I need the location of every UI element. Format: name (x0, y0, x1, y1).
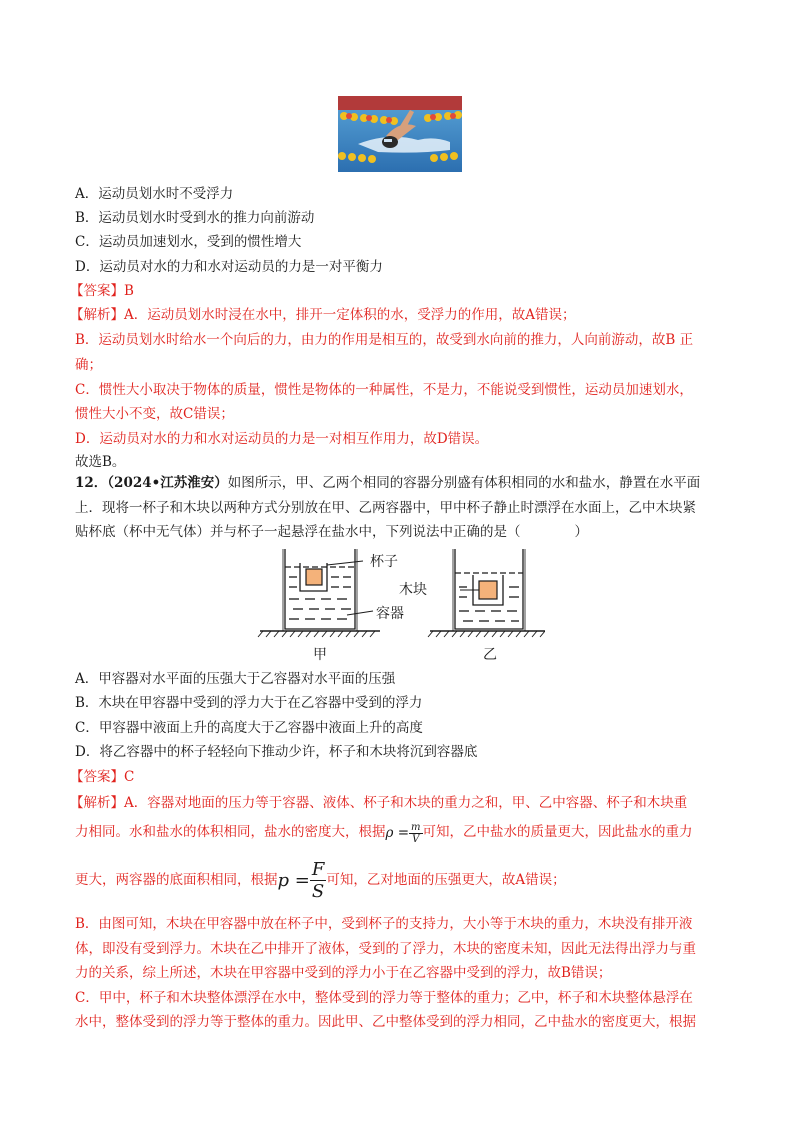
q11-analysis-line-3: 确； (75, 357, 102, 373)
analysis-label: 【解析】 (70, 795, 124, 811)
pressure-formula (278, 859, 327, 903)
q11-option-b: B．运动员划水时受到水的推力向前游动 (75, 210, 315, 226)
analysis-text: A．运动员划水时浸在水中，排开一定体积的水，受浮力的作用，故A错误； (124, 307, 576, 323)
q12-analysis-b-line-2: 体，即没有受到浮力。木块在乙中排开了液体，受到的了浮力，木块的密度未知，因此无法得出浮力与重 (75, 941, 696, 957)
q11-option-c: C．运动员加速划水，受到的惯性增大 (75, 234, 302, 250)
label-block: 木块 (399, 582, 427, 598)
q11-option-d: D．运动员对水的力和水对运动员的力是一对平衡力 (75, 259, 383, 275)
formula-num: F (311, 859, 325, 880)
q11-analysis-line-5: 惯性大小不变，故C错误； (75, 406, 234, 422)
containers-figure (255, 543, 545, 663)
q12-stem-line-3: 贴杯底（杯中无气体）并与杯子一起悬浮在盐水中，下列说法中正确的是（ ） (75, 524, 588, 540)
label-yi: 乙 (483, 647, 497, 663)
label-container: 容器 (376, 606, 404, 622)
q12-option-d: D．将乙容器中的杯子轻轻向下推动少许，杯子和木块将沉到容器底 (75, 744, 478, 760)
q12-stem-text: 如图所示，甲、乙两个相同的容器分别盛有体积相同的水和盐水，静置在水平面 (227, 475, 701, 491)
q12-analysis-a-line-2 (75, 818, 693, 846)
label-cup: 杯子 (370, 554, 398, 570)
q11-conclusion: 故选B。 (75, 454, 126, 470)
q12-number: 12． (75, 475, 108, 491)
q11-analysis-line-6: D．运动员对水的力和水对运动员的力是一对相互作用力，故D错误。 (75, 431, 489, 447)
q11-option-a: A．运动员划水时不受浮力 (75, 186, 234, 202)
analysis-text: 可知，乙对地面的压强更大，故A错误； (326, 872, 566, 888)
q12-stem-line-1 (75, 474, 700, 492)
formula-lhs: ρ = (385, 824, 410, 841)
analysis-text: 力相同。水和盐水的体积相同，盐水的密度大，根据 (75, 824, 386, 840)
q12-option-c: C．甲容器中液面上升的高度大于乙容器中液面上升的高度 (75, 720, 423, 736)
q12-analysis-b-line-1: B．由图可知，木块在甲容器中放在杯子中，受到杯子的支持力，大小等于木块的重力，木块没有排开液 (75, 916, 693, 932)
q12-analysis-b-line-3: 力的关系，综上所述，木块在甲容器中受到的浮力小于在乙容器中受到的浮力，故B错误； (75, 965, 612, 981)
analysis-text: A．容器对地面的压力等于容器、液体、杯子和木块的重力之和，甲、乙中容器、杯子和木块重 (124, 795, 688, 811)
q12-analysis-a-line-3 (75, 858, 566, 902)
q11-answer (70, 282, 134, 300)
q12-stem-line-2: 上．现将一杯子和木块以两种方式分别放在甲、乙两容器中，甲中杯子静止时漂浮在水面上，乙中木块紧 (75, 500, 696, 516)
label-jia: 甲 (313, 647, 327, 663)
formula-lhs: p = (277, 869, 310, 891)
q12-analysis-a-line-1 (70, 794, 687, 812)
formula-den: S (311, 881, 325, 902)
q12-analysis-c-line-2: 水中，整体受到的浮力等于整体的重力。因此甲、乙中整体受到的浮力相同，乙中盐水的密度更大，根据 (75, 1014, 696, 1030)
analysis-text: 更大，两容器的底面积相同，根据 (75, 872, 278, 888)
answer-value: C (124, 769, 135, 785)
q11-analysis-line-4: C．惯性大小取决于物体的质量，惯性是物体的一种属性，不是力，不能说受到惯性，运动员加速划水， (75, 382, 693, 398)
answer-value: B (124, 283, 134, 299)
q12-analysis-c-line-1: C．甲中，杯子和木块整体漂浮在水中，整体受到的浮力等于整体的重力；乙中，杯子和木块整体悬浮在 (75, 990, 693, 1006)
formula-num: m (411, 821, 421, 833)
swimmer-photo (338, 96, 462, 172)
density-formula (386, 819, 423, 847)
q12-option-a: A．甲容器对水平面的压强大于乙容器对水平面的压强 (75, 671, 396, 687)
formula-den: V (412, 833, 420, 845)
answer-label: 【答案】 (70, 283, 124, 299)
answer-label: 【答案】 (70, 769, 124, 785)
q12-option-b: B．木块在甲容器中受到的浮力大于在乙容器中受到的浮力 (75, 695, 423, 711)
q11-analysis-line-2: B．运动员划水时给水一个向后的力，由力的作用是相互的，故受到水向前的推力，人向前游动，故B 正 (75, 332, 694, 348)
analysis-text: 可知，乙中盐水的质量更大，因此盐水的重力 (422, 824, 693, 840)
q12-source: （2024•江苏淮安） (107, 475, 228, 491)
q11-analysis-line-1 (70, 306, 576, 324)
analysis-label: 【解析】 (70, 307, 124, 323)
q12-answer (70, 768, 134, 786)
